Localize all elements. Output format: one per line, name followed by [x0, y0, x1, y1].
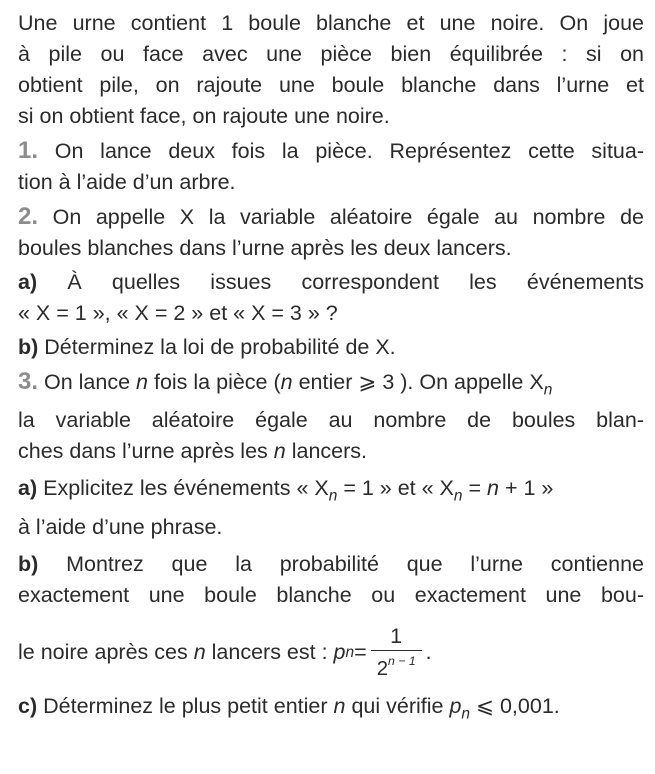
power-base: 2	[376, 658, 389, 681]
intro-text: à pile ou face avec une pièce bien équilibrée : si on	[18, 42, 644, 66]
math-variable: p	[449, 693, 462, 718]
question-text: la variable aléatoire égale au nombre de boules blan-	[18, 408, 644, 433]
question-3b-line-3	[18, 621, 644, 685]
fraction-denominator	[371, 651, 422, 679]
subquestion-text: exactement une boule blanche ou exactement une bou-	[18, 582, 644, 607]
question-3a-line-2	[18, 512, 644, 543]
question-3b-line-2	[18, 580, 644, 611]
punctuation: .	[425, 640, 432, 665]
subquestion-text: =	[462, 476, 488, 501]
math-variable: p	[333, 640, 346, 665]
intro-line-2	[18, 39, 644, 70]
question-1-line-2	[18, 167, 644, 198]
math-variable: n	[273, 439, 286, 464]
math-variable: n	[193, 640, 206, 665]
power-exponent: n − 1	[388, 654, 416, 669]
question-2-line-2	[18, 233, 644, 264]
math-subscript: n	[461, 705, 471, 723]
subquestion-text: lancers est :	[211, 640, 328, 665]
subquestion-text: À quelles issues correspondent les événements	[67, 270, 644, 294]
question-3-line-3	[18, 436, 644, 467]
question-number: 1.	[18, 137, 39, 164]
intro-line-3	[18, 70, 644, 101]
question-text: lancers.	[285, 439, 367, 464]
subquestion-label: a)	[18, 270, 38, 294]
math-subscript: n	[543, 381, 553, 399]
subquestion-text: ⩽ 0,001.	[470, 693, 560, 718]
math-variable: n	[333, 693, 346, 718]
exercise-text	[18, 8, 644, 729]
subquestion-label: a)	[18, 476, 38, 501]
question-text: entier ⩾ 3 ). On appelle X	[292, 370, 544, 394]
question-text: On lance deux fois la pièce. Représentez cette situa-	[54, 139, 645, 163]
subquestion-text: Explicitez les événements « X	[43, 476, 329, 501]
subquestion-label: b)	[18, 551, 39, 576]
math-variable: n	[136, 370, 148, 394]
subquestion-text: à l’aide d’une phrase.	[18, 514, 223, 539]
math-subscript: n	[345, 644, 355, 662]
subquestion-text: Montrez que la probabilité que l’urne contienne	[66, 551, 644, 576]
question-text: On appelle X la variable aléatoire égale au nombre de	[52, 205, 644, 229]
math-variable: n	[280, 370, 293, 394]
question-2	[18, 201, 644, 233]
subquestion-text: « X = 1 », « X = 2 » et « X = 3 » ?	[18, 301, 338, 325]
question-3	[18, 366, 644, 405]
question-text: tion à l’aide d’un arbre.	[18, 170, 236, 194]
intro-line-4	[18, 101, 644, 132]
math-variable: n	[487, 476, 499, 501]
question-number: 2.	[18, 203, 39, 230]
question-3b	[18, 549, 644, 580]
question-3-line-2	[18, 405, 644, 436]
question-3a	[18, 473, 644, 511]
subquestion-label: c)	[18, 693, 38, 718]
math-operator: =	[354, 640, 367, 665]
question-text: fois la pièce (	[148, 370, 281, 394]
fraction-numerator: 1	[371, 626, 422, 652]
intro-line-1	[18, 8, 644, 39]
subquestion-text: = 1 » et « X	[337, 476, 454, 501]
subquestion-text: Déterminez la loi de probabilité de X.	[44, 335, 396, 359]
question-text: boules blanches dans l’urne après les deux lancers.	[18, 236, 512, 260]
question-2b	[18, 332, 644, 363]
question-number: 3.	[18, 368, 39, 395]
subquestion-text: qui vérifie	[345, 693, 450, 718]
math-subscript: n	[453, 487, 463, 505]
question-text: ches dans l’urne après les	[18, 439, 274, 464]
subquestion-text: + 1 »	[498, 476, 554, 501]
intro-text: si on obtient face, on rajoute une noire.	[18, 104, 390, 128]
question-1	[18, 135, 644, 167]
subquestion-text: Déterminez le plus petit entier	[43, 693, 334, 718]
intro-text: Une urne contient 1 boule blanche et une noire. On joue	[18, 11, 644, 35]
subquestion-text: le noire après ces	[18, 640, 188, 665]
subquestion-label: b)	[18, 335, 39, 359]
question-2a	[18, 267, 644, 298]
intro-text: obtient pile, on rajoute une boule blanche dans l’urne et	[18, 73, 644, 97]
question-3c	[18, 691, 644, 729]
fraction	[371, 623, 422, 681]
math-subscript: n	[328, 487, 338, 505]
question-text: On lance	[44, 370, 137, 394]
question-2a-line-2	[18, 298, 644, 329]
